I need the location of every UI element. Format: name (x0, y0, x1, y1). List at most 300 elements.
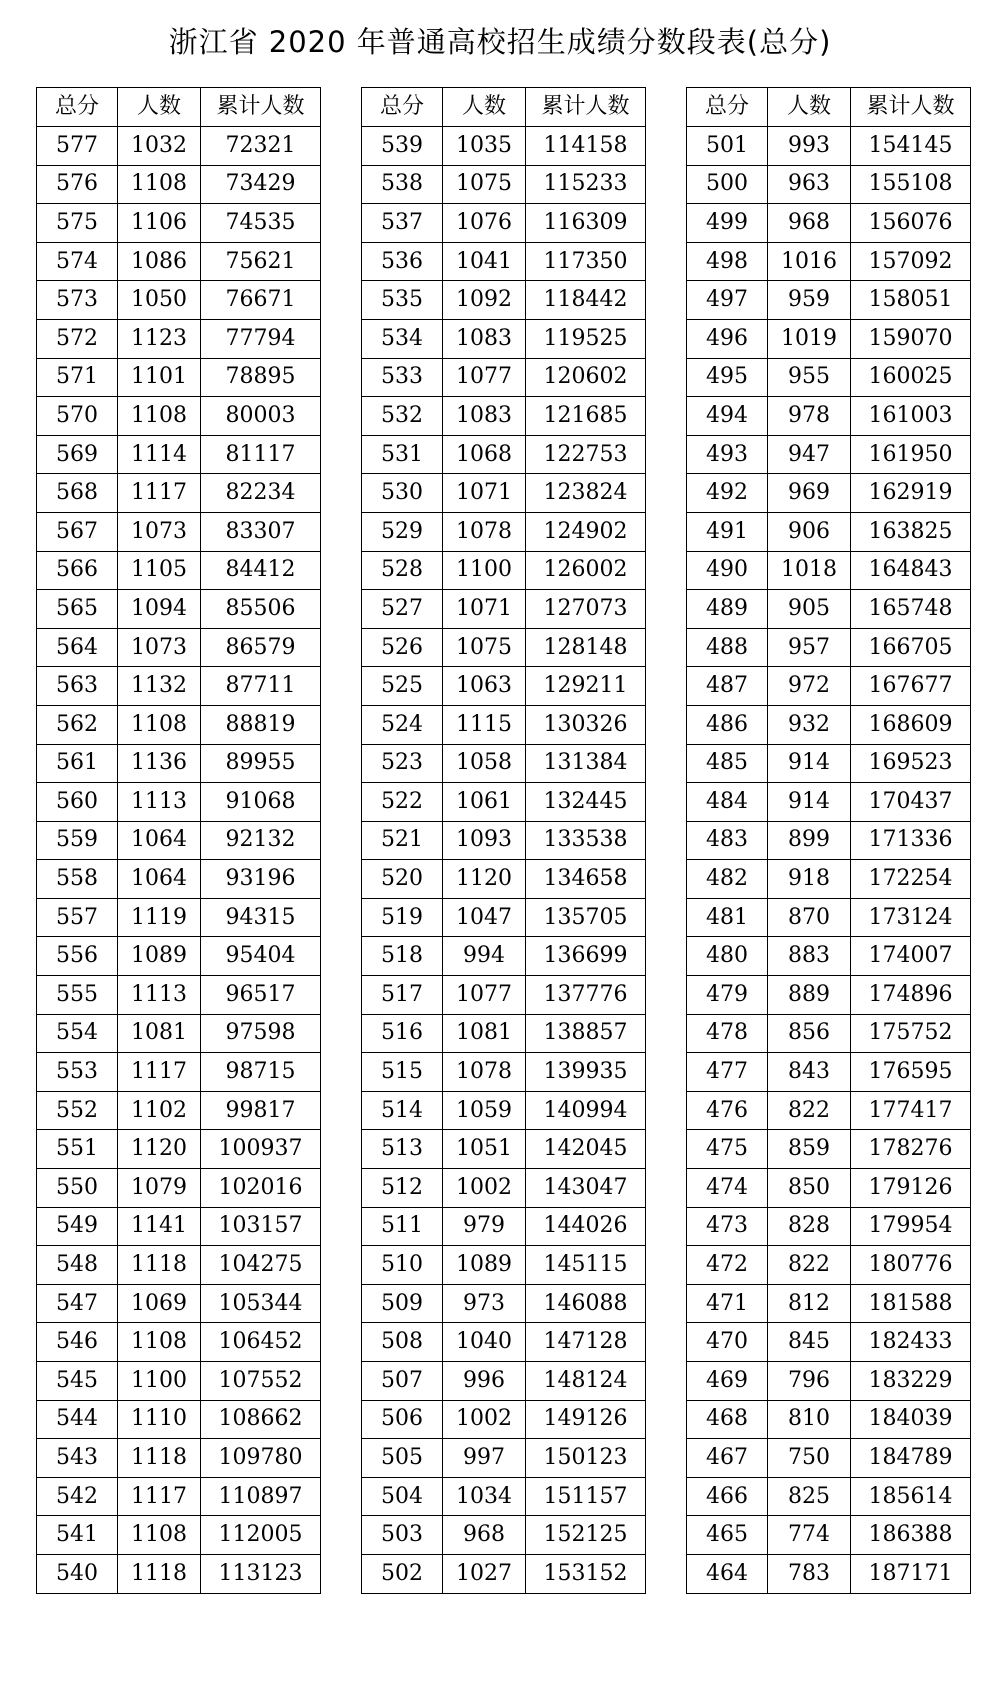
cell-count: 1118 (118, 1246, 201, 1285)
cell-count: 1078 (443, 512, 526, 551)
cell-cumulative-count: 161003 (851, 397, 971, 436)
cell-total-score: 493 (687, 435, 768, 474)
cell-cumulative-count: 91068 (201, 783, 321, 822)
table-row (37, 1284, 321, 1323)
cell-total-score: 572 (37, 319, 118, 358)
table-row (37, 783, 321, 822)
table-row (362, 783, 646, 822)
cell-total-score: 497 (687, 281, 768, 320)
cell-cumulative-count: 135705 (526, 898, 646, 937)
table-row (37, 744, 321, 783)
cell-total-score: 470 (687, 1323, 768, 1362)
cell-total-score: 537 (362, 204, 443, 243)
table-row (687, 1554, 971, 1593)
cell-count: 1108 (118, 705, 201, 744)
cell-count: 997 (443, 1439, 526, 1478)
cell-count: 1089 (443, 1246, 526, 1285)
header-cumulative-count: 累计人数 (201, 88, 321, 127)
cell-cumulative-count: 156076 (851, 204, 971, 243)
cell-total-score: 511 (362, 1207, 443, 1246)
cell-total-score: 541 (37, 1516, 118, 1555)
table-row (37, 937, 321, 976)
table-row (37, 474, 321, 513)
table-row (687, 281, 971, 320)
table-row (362, 976, 646, 1015)
cell-cumulative-count: 132445 (526, 783, 646, 822)
cell-cumulative-count: 122753 (526, 435, 646, 474)
cell-total-score: 510 (362, 1246, 443, 1285)
cell-cumulative-count: 171336 (851, 821, 971, 860)
cell-total-score: 513 (362, 1130, 443, 1169)
table-row (687, 976, 971, 1015)
cell-cumulative-count: 158051 (851, 281, 971, 320)
table-row (687, 512, 971, 551)
table-row (687, 1130, 971, 1169)
cell-cumulative-count: 143047 (526, 1169, 646, 1208)
cell-cumulative-count: 170437 (851, 783, 971, 822)
cell-total-score: 478 (687, 1014, 768, 1053)
cell-count: 1120 (118, 1130, 201, 1169)
cell-count: 810 (768, 1400, 851, 1439)
header-total-score: 总分 (37, 88, 118, 127)
cell-total-score: 536 (362, 242, 443, 281)
cell-total-score: 568 (37, 474, 118, 513)
cell-total-score: 547 (37, 1284, 118, 1323)
table-row (37, 1400, 321, 1439)
cell-total-score: 517 (362, 976, 443, 1015)
cell-count: 1086 (118, 242, 201, 281)
cell-count: 1027 (443, 1554, 526, 1593)
cell-cumulative-count: 173124 (851, 898, 971, 937)
header-total-score: 总分 (362, 88, 443, 127)
table-row (362, 551, 646, 590)
cell-total-score: 465 (687, 1516, 768, 1555)
cell-count: 845 (768, 1323, 851, 1362)
table-body (687, 127, 971, 1594)
cell-cumulative-count: 131384 (526, 744, 646, 783)
table-row (362, 127, 646, 166)
table-row (687, 1477, 971, 1516)
cell-count: 1101 (118, 358, 201, 397)
cell-cumulative-count: 139935 (526, 1053, 646, 1092)
cell-cumulative-count: 144026 (526, 1207, 646, 1246)
cell-cumulative-count: 100937 (201, 1130, 321, 1169)
table-row (362, 397, 646, 436)
cell-count: 850 (768, 1169, 851, 1208)
cell-total-score: 577 (37, 127, 118, 166)
cell-count: 883 (768, 937, 851, 976)
cell-count: 947 (768, 435, 851, 474)
table-row (37, 165, 321, 204)
cell-total-score: 543 (37, 1439, 118, 1478)
cell-cumulative-count: 133538 (526, 821, 646, 860)
cell-cumulative-count: 102016 (201, 1169, 321, 1208)
cell-cumulative-count: 187171 (851, 1554, 971, 1593)
cell-cumulative-count: 116309 (526, 204, 646, 243)
cell-cumulative-count: 105344 (201, 1284, 321, 1323)
table-row (362, 1400, 646, 1439)
table-row (362, 358, 646, 397)
cell-count: 1110 (118, 1400, 201, 1439)
table-row (687, 1284, 971, 1323)
cell-count: 1081 (443, 1014, 526, 1053)
cell-count: 932 (768, 705, 851, 744)
table-row (687, 319, 971, 358)
cell-count: 973 (443, 1284, 526, 1323)
cell-total-score: 467 (687, 1439, 768, 1478)
cell-count: 1073 (118, 628, 201, 667)
cell-total-score: 464 (687, 1554, 768, 1593)
cell-total-score: 538 (362, 165, 443, 204)
table-row (687, 127, 971, 166)
table-row (362, 937, 646, 976)
cell-count: 796 (768, 1362, 851, 1401)
cell-cumulative-count: 138857 (526, 1014, 646, 1053)
cell-count: 1068 (443, 435, 526, 474)
cell-cumulative-count: 82234 (201, 474, 321, 513)
table-row (687, 937, 971, 976)
table-row (687, 204, 971, 243)
cell-cumulative-count: 174896 (851, 976, 971, 1015)
cell-cumulative-count: 119525 (526, 319, 646, 358)
table-row (37, 976, 321, 1015)
cell-total-score: 552 (37, 1091, 118, 1130)
cell-total-score: 534 (362, 319, 443, 358)
cell-total-score: 501 (687, 127, 768, 166)
table-row (687, 590, 971, 629)
table-row (37, 1014, 321, 1053)
table-row (37, 1053, 321, 1092)
cell-total-score: 562 (37, 705, 118, 744)
table-row (362, 474, 646, 513)
cell-count: 870 (768, 898, 851, 937)
cell-count: 859 (768, 1130, 851, 1169)
cell-count: 905 (768, 590, 851, 629)
table-row (37, 319, 321, 358)
table-row (362, 1477, 646, 1516)
cell-total-score: 504 (362, 1477, 443, 1516)
cell-cumulative-count: 184789 (851, 1439, 971, 1478)
cell-count: 1108 (118, 397, 201, 436)
cell-count: 918 (768, 860, 851, 899)
cell-count: 1071 (443, 474, 526, 513)
cell-total-score: 525 (362, 667, 443, 706)
cell-count: 1117 (118, 474, 201, 513)
cell-count: 1047 (443, 898, 526, 937)
table-row (687, 551, 971, 590)
table-row (687, 1053, 971, 1092)
cell-total-score: 502 (362, 1554, 443, 1593)
cell-count: 1108 (118, 1516, 201, 1555)
cell-cumulative-count: 152125 (526, 1516, 646, 1555)
table-row (362, 898, 646, 937)
cell-cumulative-count: 166705 (851, 628, 971, 667)
cell-count: 1081 (118, 1014, 201, 1053)
cell-cumulative-count: 163825 (851, 512, 971, 551)
cell-count: 1100 (118, 1362, 201, 1401)
cell-total-score: 492 (687, 474, 768, 513)
table-row (37, 397, 321, 436)
cell-count: 1016 (768, 242, 851, 281)
cell-total-score: 526 (362, 628, 443, 667)
cell-cumulative-count: 175752 (851, 1014, 971, 1053)
cell-total-score: 561 (37, 744, 118, 783)
cell-cumulative-count: 136699 (526, 937, 646, 976)
cell-total-score: 515 (362, 1053, 443, 1092)
table-row (37, 512, 321, 551)
cell-count: 1002 (443, 1400, 526, 1439)
cell-total-score: 482 (687, 860, 768, 899)
cell-total-score: 520 (362, 860, 443, 899)
table-row (37, 358, 321, 397)
header-cumulative-count: 累计人数 (526, 88, 646, 127)
cell-total-score: 558 (37, 860, 118, 899)
cell-cumulative-count: 95404 (201, 937, 321, 976)
table-row (362, 1014, 646, 1053)
cell-count: 968 (443, 1516, 526, 1555)
table-row (37, 1439, 321, 1478)
cell-total-score: 548 (37, 1246, 118, 1285)
cell-cumulative-count: 177417 (851, 1091, 971, 1130)
cell-count: 1077 (443, 976, 526, 1015)
cell-count: 1102 (118, 1091, 201, 1130)
cell-count: 1105 (118, 551, 201, 590)
table-row (37, 1246, 321, 1285)
cell-total-score: 498 (687, 242, 768, 281)
cell-cumulative-count: 84412 (201, 551, 321, 590)
cell-count: 979 (443, 1207, 526, 1246)
cell-total-score: 466 (687, 1477, 768, 1516)
table-row (37, 1477, 321, 1516)
cell-total-score: 532 (362, 397, 443, 436)
cell-total-score: 533 (362, 358, 443, 397)
table-row (362, 1439, 646, 1478)
cell-cumulative-count: 77794 (201, 319, 321, 358)
cell-cumulative-count: 180776 (851, 1246, 971, 1285)
cell-total-score: 550 (37, 1169, 118, 1208)
table-row (687, 242, 971, 281)
cell-cumulative-count: 124902 (526, 512, 646, 551)
table-row (687, 1323, 971, 1362)
cell-cumulative-count: 85506 (201, 590, 321, 629)
cell-count: 1061 (443, 783, 526, 822)
cell-cumulative-count: 118442 (526, 281, 646, 320)
cell-count: 1083 (443, 397, 526, 436)
cell-count: 1034 (443, 1477, 526, 1516)
cell-cumulative-count: 184039 (851, 1400, 971, 1439)
table-row (37, 127, 321, 166)
table-row (37, 898, 321, 937)
table-row (362, 744, 646, 783)
table-row (37, 705, 321, 744)
cell-total-score: 496 (687, 319, 768, 358)
header-cumulative-count: 累计人数 (851, 88, 971, 127)
cell-total-score: 540 (37, 1554, 118, 1593)
cell-total-score: 556 (37, 937, 118, 976)
table-row (687, 1014, 971, 1053)
table-row (362, 1516, 646, 1555)
cell-cumulative-count: 96517 (201, 976, 321, 1015)
cell-count: 1063 (443, 667, 526, 706)
cell-cumulative-count: 129211 (526, 667, 646, 706)
cell-total-score: 539 (362, 127, 443, 166)
table-row (687, 358, 971, 397)
cell-count: 1059 (443, 1091, 526, 1130)
table-row (687, 474, 971, 513)
table-body (37, 127, 321, 1594)
cell-total-score: 507 (362, 1362, 443, 1401)
cell-total-score: 469 (687, 1362, 768, 1401)
cell-cumulative-count: 103157 (201, 1207, 321, 1246)
cell-total-score: 490 (687, 551, 768, 590)
cell-count: 993 (768, 127, 851, 166)
cell-cumulative-count: 154145 (851, 127, 971, 166)
cell-cumulative-count: 107552 (201, 1362, 321, 1401)
cell-cumulative-count: 165748 (851, 590, 971, 629)
cell-total-score: 567 (37, 512, 118, 551)
cell-total-score: 571 (37, 358, 118, 397)
cell-count: 1064 (118, 860, 201, 899)
cell-count: 774 (768, 1516, 851, 1555)
cell-total-score: 518 (362, 937, 443, 976)
cell-total-score: 574 (37, 242, 118, 281)
cell-total-score: 500 (687, 165, 768, 204)
cell-cumulative-count: 123824 (526, 474, 646, 513)
cell-count: 1069 (118, 1284, 201, 1323)
table-row (362, 705, 646, 744)
table-row (687, 628, 971, 667)
cell-count: 1002 (443, 1169, 526, 1208)
cell-count: 914 (768, 783, 851, 822)
cell-count: 1092 (443, 281, 526, 320)
cell-count: 914 (768, 744, 851, 783)
table-row (687, 1169, 971, 1208)
cell-count: 957 (768, 628, 851, 667)
cell-count: 1108 (118, 1323, 201, 1362)
cell-total-score: 573 (37, 281, 118, 320)
cell-total-score: 468 (687, 1400, 768, 1439)
cell-count: 856 (768, 1014, 851, 1053)
cell-cumulative-count: 126002 (526, 551, 646, 590)
cell-total-score: 569 (37, 435, 118, 474)
table-row (37, 590, 321, 629)
header-count: 人数 (768, 88, 851, 127)
cell-cumulative-count: 149126 (526, 1400, 646, 1439)
table-row (687, 1362, 971, 1401)
cell-cumulative-count: 86579 (201, 628, 321, 667)
cell-cumulative-count: 174007 (851, 937, 971, 976)
cell-total-score: 565 (37, 590, 118, 629)
cell-cumulative-count: 182433 (851, 1323, 971, 1362)
cell-count: 1136 (118, 744, 201, 783)
cell-total-score: 535 (362, 281, 443, 320)
cell-total-score: 481 (687, 898, 768, 937)
cell-count: 889 (768, 976, 851, 1015)
cell-total-score: 546 (37, 1323, 118, 1362)
cell-count: 1032 (118, 127, 201, 166)
table-row (687, 397, 971, 436)
cell-count: 825 (768, 1477, 851, 1516)
cell-cumulative-count: 78895 (201, 358, 321, 397)
table-row (37, 667, 321, 706)
cell-cumulative-count: 167677 (851, 667, 971, 706)
table-row (687, 821, 971, 860)
cell-count: 1100 (443, 551, 526, 590)
cell-total-score: 542 (37, 1477, 118, 1516)
table-row (37, 1207, 321, 1246)
table-row (362, 1323, 646, 1362)
header-count: 人数 (443, 88, 526, 127)
cell-cumulative-count: 145115 (526, 1246, 646, 1285)
cell-cumulative-count: 181588 (851, 1284, 971, 1323)
cell-cumulative-count: 176595 (851, 1053, 971, 1092)
table-header-row (37, 88, 321, 127)
table-row (687, 1091, 971, 1130)
cell-cumulative-count: 130326 (526, 705, 646, 744)
cell-count: 1108 (118, 165, 201, 204)
cell-total-score: 477 (687, 1053, 768, 1092)
cell-count: 1113 (118, 783, 201, 822)
cell-total-score: 551 (37, 1130, 118, 1169)
table-row (37, 1130, 321, 1169)
cell-total-score: 530 (362, 474, 443, 513)
cell-count: 1118 (118, 1439, 201, 1478)
cell-cumulative-count: 117350 (526, 242, 646, 281)
cell-count: 828 (768, 1207, 851, 1246)
cell-cumulative-count: 140994 (526, 1091, 646, 1130)
cell-cumulative-count: 83307 (201, 512, 321, 551)
cell-cumulative-count: 115233 (526, 165, 646, 204)
cell-cumulative-count: 159070 (851, 319, 971, 358)
cell-total-score: 559 (37, 821, 118, 860)
cell-total-score: 514 (362, 1091, 443, 1130)
cell-total-score: 519 (362, 898, 443, 937)
table-row (362, 860, 646, 899)
table-row (362, 821, 646, 860)
cell-cumulative-count: 164843 (851, 551, 971, 590)
table-row (362, 590, 646, 629)
cell-cumulative-count: 94315 (201, 898, 321, 937)
cell-cumulative-count: 169523 (851, 744, 971, 783)
cell-count: 968 (768, 204, 851, 243)
cell-count: 996 (443, 1362, 526, 1401)
table-row (362, 512, 646, 551)
cell-count: 906 (768, 512, 851, 551)
cell-total-score: 564 (37, 628, 118, 667)
table-row (362, 1130, 646, 1169)
cell-count: 1115 (443, 705, 526, 744)
table-row (37, 204, 321, 243)
table-row (687, 1207, 971, 1246)
cell-cumulative-count: 99817 (201, 1091, 321, 1130)
cell-total-score: 480 (687, 937, 768, 976)
cell-cumulative-count: 157092 (851, 242, 971, 281)
cell-count: 1071 (443, 590, 526, 629)
table-row (362, 667, 646, 706)
cell-count: 750 (768, 1439, 851, 1478)
cell-cumulative-count: 121685 (526, 397, 646, 436)
table-row (687, 783, 971, 822)
cell-total-score: 566 (37, 551, 118, 590)
table-row (362, 1554, 646, 1593)
cell-total-score: 473 (687, 1207, 768, 1246)
cell-count: 1050 (118, 281, 201, 320)
cell-total-score: 523 (362, 744, 443, 783)
table-row (687, 1516, 971, 1555)
cell-cumulative-count: 74535 (201, 204, 321, 243)
cell-cumulative-count: 72321 (201, 127, 321, 166)
cell-cumulative-count: 97598 (201, 1014, 321, 1053)
